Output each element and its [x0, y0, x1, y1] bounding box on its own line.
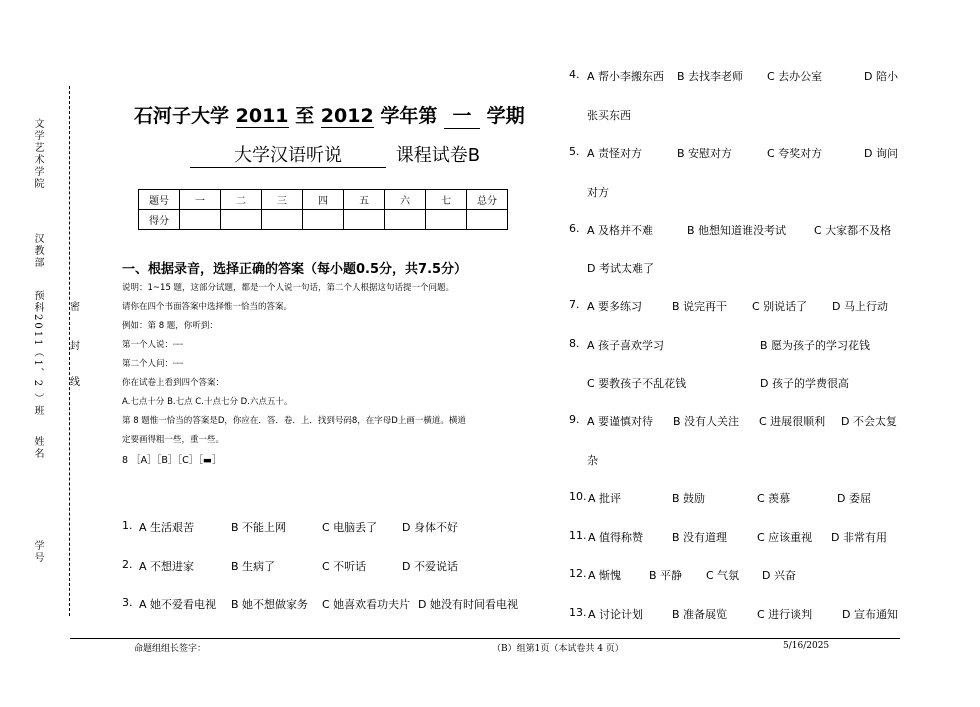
question-number: 8.	[569, 337, 580, 350]
option-c: C 夸奖对方	[767, 147, 823, 160]
exam-name: 课程试卷B	[395, 145, 481, 166]
option-a: A 孩子喜欢学习	[587, 339, 665, 352]
title-mid: 学年第	[380, 105, 438, 127]
question-number: 12.	[569, 567, 587, 580]
option-c: C 要教孩子不乱花钱	[587, 377, 687, 390]
table-cell: 七	[426, 190, 467, 210]
instruction-line: A.七点十分 B.七点 C.十点七分 D.六点五十。	[122, 397, 293, 407]
option-d: D 孩子的学费很高	[760, 377, 849, 390]
option-c: C 进展很顺利	[759, 415, 826, 428]
score-table-score-row	[139, 210, 508, 230]
question-number: 13.	[569, 606, 587, 619]
title-year2: 2012	[320, 105, 374, 127]
option-a: A 不想进家	[139, 560, 195, 573]
option-continuation: 杂	[587, 454, 598, 467]
section-heading: 一、根据录音，选择正确的答案（每小题0.5分，共7.5分）	[122, 262, 468, 277]
option-d: D 非常有用	[831, 531, 887, 544]
option-b: B 她不想做家务	[231, 598, 309, 611]
option-a: A 要谨慎对待	[587, 415, 654, 428]
title-term: 一	[444, 101, 480, 129]
question-number: 10.	[569, 490, 587, 503]
option-a: A 讨论计划	[588, 608, 644, 621]
option-continuation: D 考试太难了	[587, 262, 654, 275]
option-a: A 生活艰苦	[139, 521, 195, 534]
option-c: C 她喜欢看功夫片	[322, 598, 411, 611]
seal-char-3: 线	[70, 377, 80, 388]
option-a: A 要多练习	[587, 300, 643, 313]
score-cell	[426, 210, 467, 230]
option-c: C 别说话了	[752, 300, 808, 313]
question-number: 9.	[569, 413, 580, 426]
score-cell	[221, 210, 262, 230]
title-prefix: 石河子大学	[134, 105, 230, 127]
sidebar-dept: 汉教部	[32, 233, 43, 269]
option-a: A 及格并不难	[587, 224, 654, 237]
seal-char-2: 封	[70, 341, 80, 352]
option-a: A 帮小李搬东西	[587, 70, 665, 83]
table-cell: 五	[344, 190, 385, 210]
sidebar-college: 文学艺术学院	[32, 118, 43, 190]
option-c: C 去办公室	[767, 70, 823, 83]
course-name: 大学汉语听说	[190, 141, 386, 168]
score-cell	[385, 210, 426, 230]
option-d: D 不会太复	[841, 415, 897, 428]
sidebar-id-label: 学号	[32, 540, 43, 564]
table-cell: 三	[262, 190, 303, 210]
score-cell	[303, 210, 344, 230]
table-cell: 一	[180, 190, 221, 210]
option-c: C 进行谈判	[757, 608, 813, 621]
option-a: A 她不爱看电视	[139, 598, 217, 611]
score-cell	[344, 210, 385, 230]
option-c: C 大家都不及格	[814, 224, 892, 237]
table-cell: 六	[385, 190, 426, 210]
instruction-line: 第二个人问：┈┈	[122, 359, 184, 369]
option-c: C 应该重视	[757, 531, 813, 544]
option-d: D 询问	[864, 147, 898, 160]
option-a: A 值得称赞	[588, 531, 644, 544]
table-cell: 得分	[139, 210, 180, 230]
example-answer-mark: 8 ［A］［B］［C］［▬］	[122, 455, 222, 466]
option-continuation: 对方	[587, 186, 609, 199]
page-title	[134, 101, 525, 129]
title-to: 至	[295, 105, 315, 127]
question-number: 6.	[569, 222, 580, 235]
option-d: D 身体不好	[402, 521, 458, 534]
option-b: B 鼓励	[672, 492, 706, 505]
table-cell: 题号	[139, 190, 180, 210]
table-cell: 总分	[467, 190, 508, 210]
option-a: A 批评	[588, 492, 622, 505]
course-title	[190, 141, 480, 168]
option-b: B 他想知道谁没考试	[687, 224, 787, 237]
option-d: D 陪小	[864, 70, 898, 83]
option-d: D 马上行动	[832, 300, 888, 313]
option-b: B 生病了	[231, 560, 276, 573]
title-year1: 2011	[235, 105, 289, 127]
question-number: 7.	[569, 298, 580, 311]
option-b: B 安慰对方	[677, 147, 733, 160]
option-c: C 气氛	[706, 569, 740, 582]
footer-page-info: （B）组第1页（本试卷共 4 页）	[492, 644, 624, 654]
option-c: C 羡慕	[757, 492, 791, 505]
footer-rule	[70, 638, 900, 639]
option-d: D 不爱说话	[402, 560, 458, 573]
instruction-line: 第 8 题惟一恰当的答案是D，你应在．答．卷．上．找到号码8，在字母D上画一横道。横道	[122, 416, 466, 426]
sidebar-class: 预科2011（1、2 ）班	[32, 290, 43, 418]
option-b: B 愿为孩子的学习花钱	[760, 339, 871, 352]
option-b: B 不能上网	[231, 521, 287, 534]
option-d: D 宣布通知	[842, 608, 898, 621]
option-continuation: 张买东西	[587, 109, 631, 122]
option-d: D 兴奋	[762, 569, 796, 582]
instruction-line: 说明：1~15 题，这部分试题，都是一个人说一句话，第二个人根据这句话提一个问题。	[122, 283, 455, 293]
instruction-line: 例如：第 8 题，你听到：	[122, 321, 218, 331]
instruction-line: 定要画得粗一些，重一些。	[122, 435, 225, 445]
option-d: D 她没有时间看电视	[418, 598, 518, 611]
question-number: 3.	[122, 596, 133, 609]
option-a: A 惭愧	[588, 569, 622, 582]
instruction-line: 请你在四个书面答案中选择惟一恰当的答案。	[122, 302, 293, 312]
option-c: C 不听话	[322, 560, 367, 573]
question-number: 2.	[122, 558, 133, 571]
instruction-line: 第一个人说：┈┈	[122, 340, 184, 350]
option-a: A 责怪对方	[587, 147, 643, 160]
option-d: D 委屈	[837, 492, 871, 505]
title-suffix: 学期	[486, 105, 525, 127]
option-b: B 准备展览	[672, 608, 728, 621]
question-number: 4.	[569, 68, 580, 81]
seal-char-1: 密	[70, 302, 80, 313]
score-cell	[180, 210, 221, 230]
question-number: 11.	[569, 529, 587, 542]
score-table-header-row	[139, 190, 508, 210]
instruction-line: 你在试卷上看到四个答案：	[122, 378, 225, 388]
question-number: 5.	[569, 145, 580, 158]
score-table	[138, 189, 508, 230]
score-cell	[262, 210, 303, 230]
option-c: C 电脑丢了	[322, 521, 378, 534]
footer-date: 5/16/2025	[783, 641, 830, 651]
option-b: B 去找李老师	[677, 70, 744, 83]
table-cell: 四	[303, 190, 344, 210]
question-number: 1.	[122, 519, 133, 532]
option-b: B 平静	[649, 569, 683, 582]
option-b: B 没有道理	[672, 531, 728, 544]
sidebar-name-label: 姓名	[32, 436, 43, 460]
footer-signature-label: 命题组组长签字：	[134, 644, 207, 654]
table-cell: 二	[221, 190, 262, 210]
option-b: B 没有人关注	[673, 415, 740, 428]
score-cell	[467, 210, 508, 230]
option-b: B 说完再干	[672, 300, 728, 313]
